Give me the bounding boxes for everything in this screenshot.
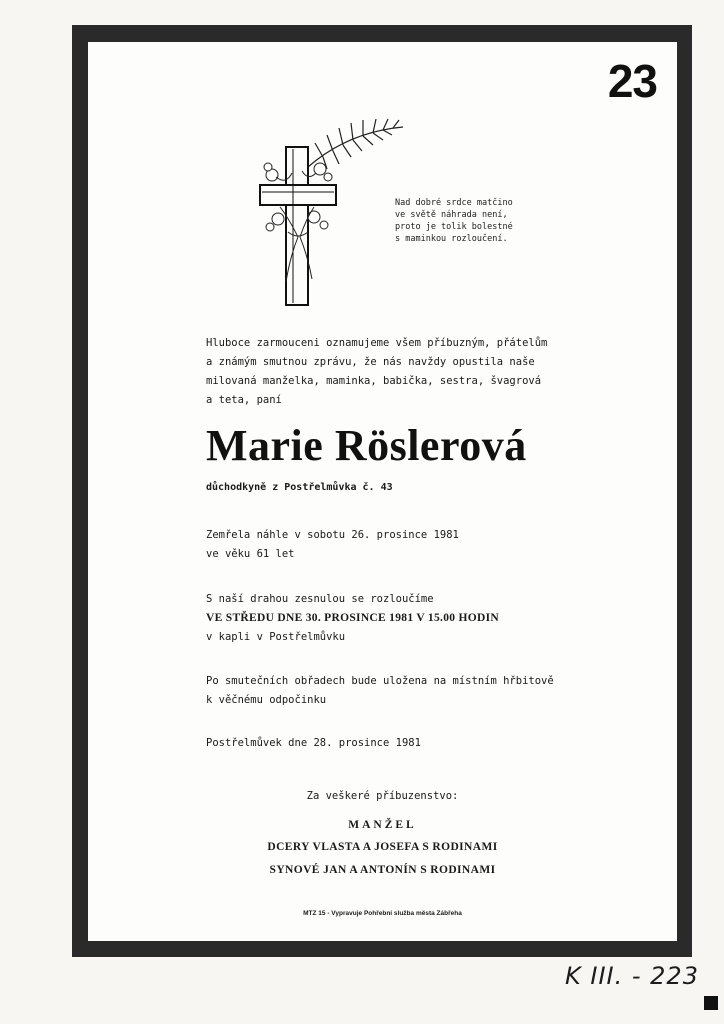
handwritten-archive-ref: K III. - 223	[565, 962, 699, 990]
announcement-line: a teta, paní	[206, 394, 282, 406]
poem-line: Nad dobré srdce matčino	[395, 198, 513, 208]
poem	[395, 197, 565, 245]
announcement-line: milovaná manželka, maminka, babička, sestra, švagrová	[206, 375, 542, 387]
burial-line: Po smutečních obřadech bude uložena na místním hřbitově	[206, 675, 554, 687]
poem-line: proto je tolik bolestné	[395, 222, 513, 232]
place-date: Postřelmůvek dne 28. prosince 1981	[206, 737, 421, 749]
poem-line: ve světě náhrada není,	[395, 210, 508, 220]
announcement-text	[206, 334, 586, 410]
page-number: 23	[607, 55, 657, 107]
announcement-line: a známým smutnou zprávu, že nás navždy opustila naše	[206, 356, 535, 368]
deceased-name: Marie Röslerová	[206, 421, 527, 470]
death-details	[206, 526, 626, 564]
cross-with-palm-illustration	[228, 107, 408, 307]
announcement-line: Hluboce zarmouceni oznamujeme všem příbuzným, přátelům	[206, 337, 548, 349]
printer-note: MTZ 15 - Vypravuje Pohřební služba města Zábřeha	[303, 910, 462, 917]
farewell-details	[206, 590, 626, 647]
farewell-place: v kapli v Postřelmůvku	[206, 631, 346, 643]
farewell-datetime: VE STŘEDU DNE 30. PROSINCE 1981 V 15.00 HODIN	[206, 612, 499, 624]
poem-line: s maminkou rozloučení.	[395, 234, 508, 244]
family-husband: MANŽEL	[348, 819, 417, 831]
burial-line: k věčnému odpočinku	[206, 694, 327, 706]
corner-registration-mark	[704, 996, 718, 1010]
signoff: Za veškeré příbuzenstvo:	[306, 790, 459, 802]
death-date-line: Zemřela náhle v sobotu 26. prosince 1981	[206, 529, 459, 541]
notice-sheet	[88, 42, 677, 941]
family-sons: SYNOVÉ JAN A ANTONÍN S RODINAMI	[269, 864, 496, 876]
family-daughters: DCERY VLASTA A JOSEFA S RODINAMI	[267, 841, 498, 853]
deceased-occupation: důchodkyně z Postřelmůvka č. 43	[206, 482, 393, 493]
farewell-intro: S naší drahou zesnulou se rozloučíme	[206, 593, 434, 605]
age-line: ve věku 61 let	[206, 548, 295, 560]
burial-details	[206, 672, 626, 710]
